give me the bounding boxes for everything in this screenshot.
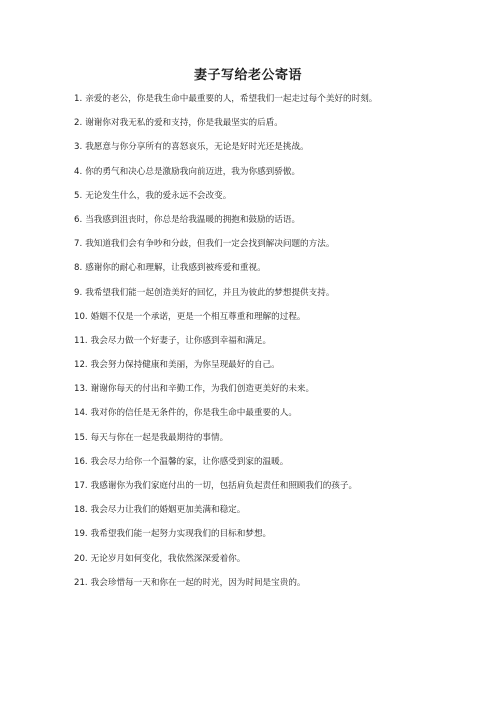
list-item <box>74 92 454 116</box>
item-number: 15. <box>74 432 88 443</box>
message-list <box>74 92 454 600</box>
list-item <box>74 503 454 527</box>
item-number: 9. <box>74 287 83 298</box>
item-number: 16. <box>74 456 88 467</box>
item-text: 我知道我们会有争吵和分歧，但我们一定会找到解决问题的方法。 <box>85 239 335 250</box>
item-text: 我感谢你为我们家庭付出的一切，包括肩负起责任和照顾我们的孩子。 <box>90 481 358 491</box>
item-text: 无论发生什么，我的爱永远不会改变。 <box>85 190 232 201</box>
item-text: 我对你的信任是无条件的，你是我生命中最重要的人。 <box>90 408 297 419</box>
item-number: 5. <box>74 190 83 201</box>
item-text: 感谢你的耐心和理解，让我感到被疼爱和重视。 <box>85 263 266 274</box>
list-item <box>74 213 454 237</box>
item-text: 每天与你在一起是我最期待的事情。 <box>90 432 229 443</box>
list-item <box>74 406 454 430</box>
item-text: 你的勇气和决心总是激励我向前迈进，我为你感到骄傲。 <box>85 166 301 177</box>
list-item <box>74 334 454 358</box>
item-number: 21. <box>74 577 88 588</box>
list-item <box>74 189 454 213</box>
list-item <box>74 358 454 382</box>
item-number: 13. <box>74 384 88 395</box>
item-number: 17. <box>74 481 88 491</box>
item-number: 1. <box>74 94 83 104</box>
item-text: 我希望我们能一起努力实现我们的目标和梦想。 <box>90 529 272 540</box>
item-number: 20. <box>74 553 88 564</box>
list-item <box>74 431 454 455</box>
item-number: 8. <box>74 263 83 274</box>
item-text: 当我感到沮丧时，你总是给我温暖的拥抱和鼓励的话语。 <box>85 214 301 225</box>
item-text: 我希望我们能一起创造美好的回忆，并且为彼此的梦想提供支持。 <box>85 287 335 298</box>
list-item <box>74 140 454 164</box>
page-title: 妻子写给老公寄语 <box>193 68 302 83</box>
item-text: 亲爱的老公，你是我生命中最重要的人，希望我们一起走过每个美好的时刻。 <box>85 94 378 104</box>
list-item <box>74 552 454 576</box>
item-number: 4. <box>74 166 83 177</box>
item-number: 11. <box>74 335 88 346</box>
item-text: 婚姻不仅是一个承诺，更是一个相互尊重和理解的过程。 <box>90 311 306 322</box>
item-number: 2. <box>74 118 83 129</box>
item-text: 我愿意与你分享所有的喜怒哀乐，无论是好时光还是挑战。 <box>85 142 309 153</box>
item-number: 12. <box>74 360 88 371</box>
item-number: 7. <box>74 239 83 250</box>
item-number: 6. <box>74 214 83 225</box>
list-item <box>74 527 454 551</box>
item-text: 我会努力保持健康和美丽，为你呈现最好的自己。 <box>90 360 280 371</box>
item-text: 我会珍惜每一天和你在一起的时光，因为时间是宝贵的。 <box>90 577 306 588</box>
list-item <box>74 237 454 261</box>
item-text: 我会尽力给你一个温馨的家，让你感受到家的温暖。 <box>90 456 289 467</box>
list-item <box>74 116 454 140</box>
item-text: 我会尽力让我们的婚姻更加美满和稳定。 <box>90 505 246 516</box>
item-number: 18. <box>74 505 88 516</box>
list-item <box>74 576 454 600</box>
item-text: 谢谢你对我无私的爱和支持，你是我最坚实的后盾。 <box>85 118 283 129</box>
item-text: 我会尽力做一个好妻子，让你感到幸福和满足。 <box>90 335 272 346</box>
item-text: 谢谢你每天的付出和辛勤工作，为我们创造更美好的未来。 <box>90 384 315 395</box>
item-number: 19. <box>74 529 88 540</box>
item-text: 无论岁月如何变化，我依然深深爱着你。 <box>90 553 246 564</box>
item-number: 3. <box>74 142 83 153</box>
list-item <box>74 310 454 334</box>
list-item <box>74 455 454 479</box>
list-item <box>74 286 454 310</box>
list-item <box>74 382 454 406</box>
list-item <box>74 479 454 503</box>
item-number: 10. <box>74 311 88 322</box>
list-item <box>74 165 454 189</box>
item-number: 14. <box>74 408 88 419</box>
list-item <box>74 261 454 285</box>
